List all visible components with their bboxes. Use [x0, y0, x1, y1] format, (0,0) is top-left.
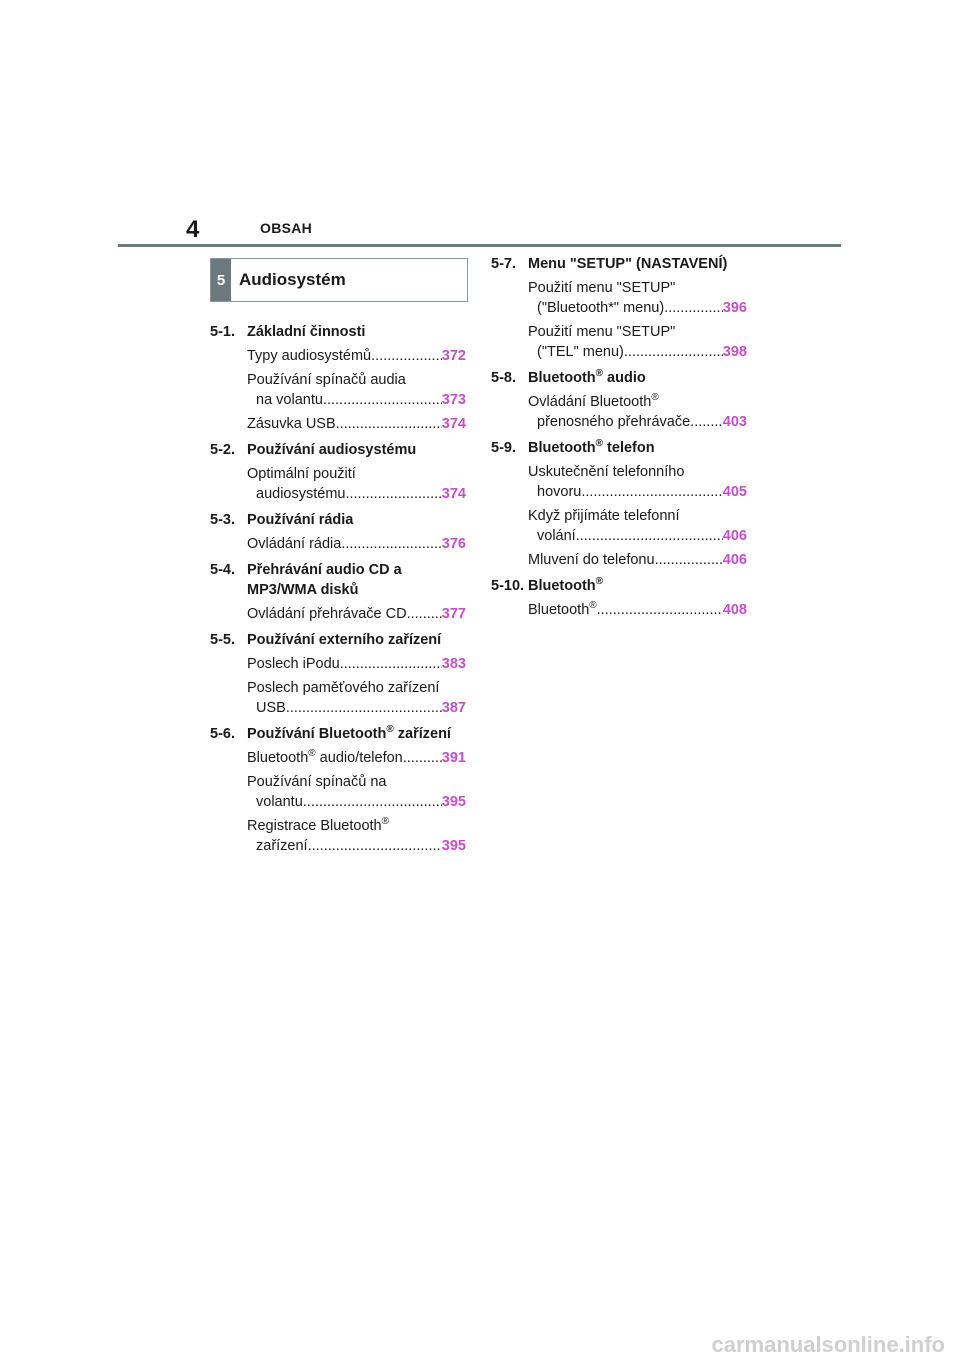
entry-line: [528, 462, 747, 482]
chapter-number: 5-1.: [210, 324, 235, 340]
entry-line: [247, 346, 466, 366]
entry-text: Mluvení do telefonu: [528, 552, 655, 568]
chapter-title: Bluetooth® telefon: [528, 438, 655, 456]
entry-line: [528, 550, 747, 570]
page-link[interactable]: 374: [441, 486, 466, 502]
page-link[interactable]: 406: [722, 552, 747, 568]
page-link[interactable]: 406: [722, 528, 747, 544]
leader-dots: [341, 534, 441, 554]
entry-text: Ovládání Bluetooth®: [528, 392, 659, 410]
chapter-title: Bluetooth®: [528, 576, 604, 594]
toc-chapter[interactable]: [210, 630, 466, 650]
toc-entry[interactable]: [528, 462, 747, 502]
entry-line: [528, 342, 747, 362]
toc-left-column: [210, 322, 466, 856]
leader-dots: [308, 836, 442, 856]
entry-line: [528, 600, 747, 620]
entry-line: [528, 412, 747, 432]
leader-dots: [624, 342, 723, 362]
entry-text: volání: [537, 528, 576, 544]
toc-chapter[interactable]: [210, 560, 466, 600]
toc-chapter[interactable]: [491, 576, 747, 596]
entry-text: Zásuvka USB: [247, 416, 336, 432]
entry-line: [247, 772, 466, 792]
section-title: Audiosystém: [239, 270, 346, 289]
entry-text: audiosystému: [256, 486, 346, 502]
chapter-title: Bluetooth® audio: [528, 368, 646, 386]
entry-line: [528, 506, 747, 526]
toc-entry[interactable]: [528, 550, 747, 570]
chapter-number: 5-6.: [210, 726, 235, 742]
page-link[interactable]: 376: [441, 536, 466, 552]
entry-line: [528, 482, 747, 502]
toc-chapter[interactable]: [491, 368, 747, 388]
entry-text: Registrace Bluetooth®: [247, 816, 389, 834]
entry-line: [528, 392, 747, 412]
chapter-title: Používání Bluetooth® zařízení: [247, 724, 451, 742]
page-link[interactable]: 391: [441, 750, 466, 766]
chapter-title: Používání audiosystému: [247, 442, 417, 458]
entry-line: [247, 816, 466, 836]
page-link[interactable]: 373: [441, 392, 466, 408]
entry-text: Bluetooth®: [528, 600, 597, 618]
page-link[interactable]: 405: [722, 484, 747, 500]
leader-dots: [581, 482, 722, 502]
entry-text: přenosného přehrávače: [537, 414, 691, 430]
entry-line: [528, 322, 747, 342]
toc-entry[interactable]: [247, 816, 466, 856]
page-number: 4: [186, 216, 200, 243]
page-link[interactable]: 408: [722, 602, 747, 618]
page-link[interactable]: 396: [722, 300, 747, 316]
toc-entry[interactable]: [247, 748, 466, 768]
toc-entry[interactable]: [247, 678, 466, 718]
chapter-title: Přehrávání audio CD a MP3/WMA disků: [247, 562, 402, 598]
toc-entry[interactable]: [247, 604, 466, 624]
entry-text: na volantu: [256, 392, 323, 408]
entry-text: Když přijímáte telefonní: [528, 508, 680, 524]
entry-text: zařízení: [256, 838, 308, 854]
chapter-title: Používání rádia: [247, 512, 354, 528]
entry-text: Bluetooth® audio/telefon: [247, 748, 403, 766]
entry-text: Použití menu "SETUP": [528, 280, 676, 296]
chapter-number: 5-9.: [491, 440, 516, 456]
entry-text: Uskutečnění telefonního: [528, 464, 685, 480]
chapter-number: 5-4.: [210, 562, 235, 578]
chapter-number: 5-2.: [210, 442, 235, 458]
section-number: 5: [211, 259, 231, 301]
entry-line: [247, 390, 466, 410]
header-title: OBSAH: [260, 220, 313, 236]
chapter-title: Základní činnosti: [247, 324, 366, 340]
section-heading: [210, 258, 468, 302]
entry-text: Ovládání rádia: [247, 536, 342, 552]
entry-text: ("TEL" menu): [537, 344, 624, 360]
toc-chapter[interactable]: [210, 440, 466, 460]
page-link[interactable]: 374: [441, 416, 466, 432]
leader-dots: [345, 484, 441, 504]
leader-dots: [323, 390, 442, 410]
toc-chapter[interactable]: [210, 510, 466, 530]
leader-dots: [403, 748, 442, 768]
entry-line: [247, 464, 466, 484]
toc-entry[interactable]: [247, 464, 466, 504]
entry-line: [528, 298, 747, 318]
entry-text: Používání spínačů na: [247, 774, 387, 790]
entry-text: Ovládání přehrávače CD: [247, 606, 407, 622]
entry-text: USB: [256, 700, 286, 716]
header-rule: [118, 244, 841, 247]
leader-dots: [664, 298, 723, 318]
toc-chapter[interactable]: [491, 254, 747, 274]
leader-dots: [690, 412, 723, 432]
entry-text: Používání spínačů audia: [247, 372, 406, 388]
toc-chapter[interactable]: [491, 438, 747, 458]
entry-text: Typy audiosystémů: [247, 348, 372, 364]
entry-line: [247, 484, 466, 504]
entry-line: [247, 534, 466, 554]
page-header: [0, 210, 960, 250]
toc-entry[interactable]: [247, 414, 466, 434]
toc-entry[interactable]: [247, 346, 466, 366]
page-link[interactable]: 403: [722, 414, 747, 430]
entry-text: Použití menu "SETUP": [528, 324, 676, 340]
toc-entry[interactable]: [247, 534, 466, 554]
page-link[interactable]: 372: [441, 348, 466, 364]
entry-line: [528, 526, 747, 546]
chapter-title: Používání externího zařízení: [247, 632, 442, 648]
page-link[interactable]: 395: [441, 838, 466, 854]
entry-line: [247, 654, 466, 674]
chapter-number: 5-3.: [210, 512, 235, 528]
toc-entry[interactable]: [247, 654, 466, 674]
page-link[interactable]: 383: [441, 656, 466, 672]
chapter-number: 5-7.: [491, 256, 516, 272]
entry-text: hovoru: [537, 484, 582, 500]
entry-text: Poslech paměťového zařízení: [247, 680, 440, 696]
chapter-title: Menu "SETUP" (NASTAVENÍ): [528, 256, 728, 272]
entry-text: Poslech iPodu: [247, 656, 340, 672]
entry-line: [247, 414, 466, 434]
leader-dots: [576, 526, 723, 546]
toc-right-column: [491, 254, 747, 620]
chapter-number: 5-5.: [210, 632, 235, 648]
leader-dots: [371, 346, 442, 366]
entry-text: Optimální použití: [247, 466, 356, 482]
leader-dots: [340, 654, 442, 674]
entry-line: [247, 678, 466, 698]
leader-dots: [597, 600, 723, 620]
entry-line: [247, 370, 466, 390]
toc-entry[interactable]: [528, 278, 747, 318]
leader-dots: [655, 550, 723, 570]
toc-entry[interactable]: [247, 370, 466, 410]
entry-line: [247, 698, 466, 718]
entry-text: ("Bluetooth*" menu): [537, 300, 665, 316]
watermark: carmanualsonline.info: [711, 1332, 945, 1357]
leader-dots: [303, 792, 442, 812]
entry-line: [528, 278, 747, 298]
leader-dots: [336, 414, 442, 434]
toc-entry[interactable]: [528, 392, 747, 432]
page-link[interactable]: 395: [441, 794, 466, 810]
entry-line: [247, 604, 466, 624]
chapter-number: 5-10.: [491, 578, 525, 594]
entry-line: [247, 748, 466, 768]
entry-line: [247, 792, 466, 812]
toc-entry[interactable]: [247, 772, 466, 812]
leader-dots: [407, 604, 442, 624]
toc-entry[interactable]: [528, 322, 747, 362]
toc-entry[interactable]: [528, 506, 747, 546]
toc-chapter[interactable]: [210, 322, 466, 342]
chapter-number: 5-8.: [491, 370, 516, 386]
page-link[interactable]: 387: [441, 700, 466, 716]
page-link[interactable]: 398: [722, 344, 747, 360]
leader-dots: [286, 698, 442, 718]
toc-entry[interactable]: [528, 600, 747, 620]
page-link[interactable]: 377: [441, 606, 466, 622]
entry-text: volantu: [256, 794, 303, 810]
toc-chapter[interactable]: [210, 724, 466, 744]
entry-line: [247, 836, 466, 856]
